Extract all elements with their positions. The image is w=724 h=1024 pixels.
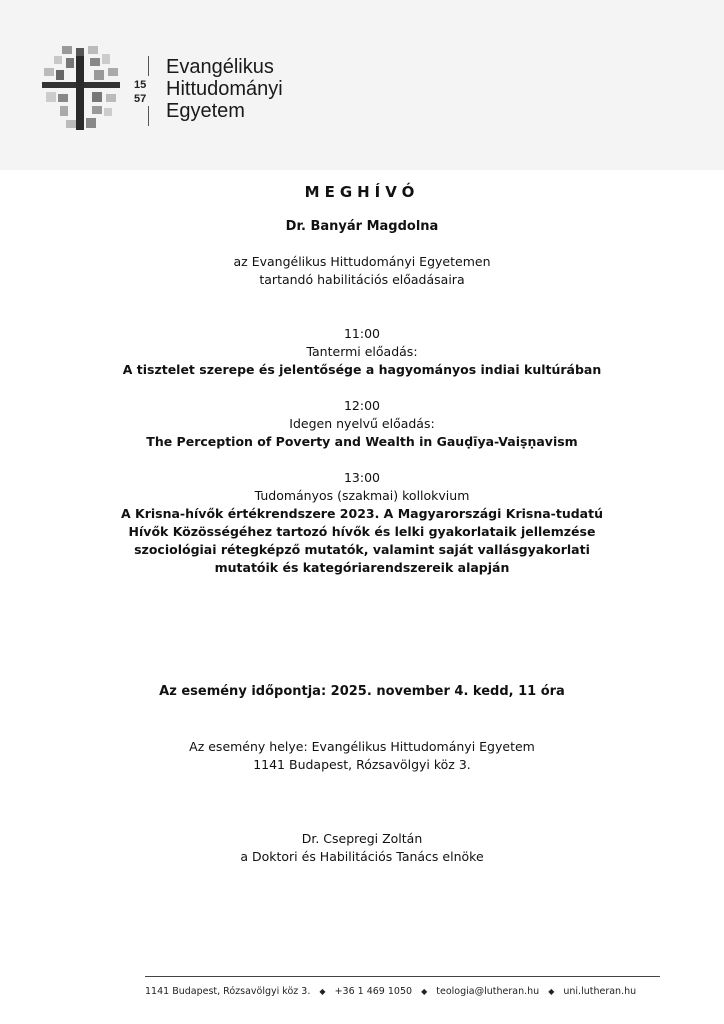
event-date: Az esemény időpontja: 2025. november 4. kedd, 11 óra — [159, 684, 565, 699]
session-type: Idegen nyelvű előadás: — [289, 416, 435, 431]
signer-name: Dr. Csepregi Zoltán — [301, 831, 423, 846]
footer-separator-icon: ◆ — [548, 987, 555, 996]
footer-contact — [145, 986, 660, 997]
founding-year-top: 15 — [134, 79, 147, 91]
university-logo-icon — [40, 44, 130, 132]
session-time: 12:00 — [343, 398, 381, 413]
venue-line: 1141 Budapest, Rózsavölgyi köz 3. — [253, 757, 471, 772]
university-name-line: Hittudományi — [166, 78, 283, 100]
logo-divider-top — [148, 56, 149, 76]
footer-phone: +36 1 469 1050 — [334, 986, 413, 997]
session-3 — [90, 469, 634, 577]
intro-line: tartandó habilitációs előadásaira — [259, 272, 465, 287]
signature-block — [90, 830, 634, 866]
invitation-title: MEGHÍVÓ — [304, 183, 420, 201]
venue-line: Az esemény helye: Evangélikus Hittudományi Egyetem — [189, 739, 535, 754]
session-1 — [90, 325, 634, 379]
intro-line: az Evangélikus Hittudományi Egyetemen — [233, 254, 491, 269]
session-type: Tantermi előadás: — [306, 344, 418, 359]
session-title-line: szociológiai rétegképző mutatók, valamint saját vallásgyakorlati — [134, 542, 590, 557]
footer-separator-icon: ◆ — [421, 987, 428, 996]
session-2 — [90, 397, 634, 451]
event-venue — [90, 738, 634, 774]
session-time: 13:00 — [343, 470, 381, 485]
session-title-line: A Krisna-hívők értékrendszere 2023. A Magyarországi Krisna-tudatú — [121, 506, 603, 521]
session-time: 11:00 — [343, 326, 381, 341]
session-type: Tudományos (szakmai) kollokvium — [254, 488, 470, 503]
session-title: The Perception of Poverty and Wealth in Gauḍīya-Vaiṣṇavism — [146, 434, 578, 449]
university-name-line: Evangélikus — [166, 56, 274, 78]
footer-website[interactable]: uni.lutheran.hu — [563, 986, 637, 997]
footer-separator-icon: ◆ — [319, 987, 326, 996]
footer-divider — [145, 976, 660, 977]
logo-divider-bottom — [148, 106, 149, 126]
session-title-line: Hívők Közösségéhez tartozó hívők és lelki gyakorlataik jellemzése — [128, 524, 596, 539]
founding-year — [134, 80, 146, 105]
session-title-line: mutatóik és kategóriarendszereik alapján — [214, 560, 510, 575]
university-name — [166, 56, 283, 122]
signer-role: a Doktori és Habilitációs Tanács elnöke — [240, 849, 484, 864]
footer-email[interactable]: teologia@lutheran.hu — [436, 986, 540, 997]
footer-address: 1141 Budapest, Rózsavölgyi köz 3. — [145, 986, 311, 997]
presenter-name: Dr. Banyár Magdolna — [285, 219, 439, 234]
university-name-line: Egyetem — [166, 100, 245, 122]
founding-year-bottom: 57 — [134, 93, 147, 105]
session-title: A tisztelet szerepe és jelentősége a hagyományos indiai kultúrában — [122, 362, 602, 377]
invitation-intro — [90, 253, 634, 289]
